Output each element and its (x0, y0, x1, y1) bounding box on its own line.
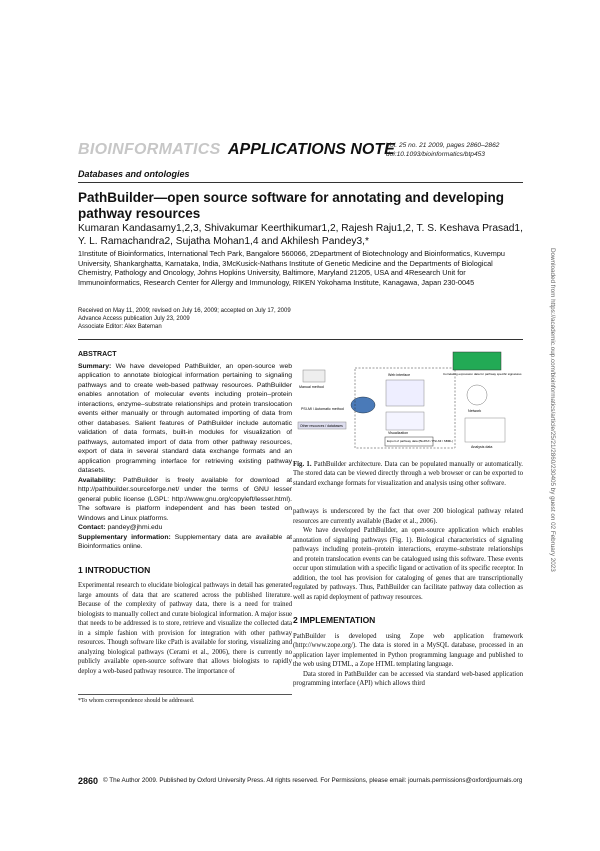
left-column (78, 350, 292, 676)
received-line: Received on May 11, 2009; revised on July 16, 2009; accepted on July 17, 2009 (78, 308, 291, 314)
advance-line: Advance Access publication July 23, 2009 (78, 316, 190, 322)
label-automatic: PSI-MI / Automatic method (301, 407, 344, 411)
right-column (293, 507, 523, 689)
label-network: Network (468, 409, 482, 413)
intro-heading: 1 INTRODUCTION (78, 564, 151, 575)
journal-brand: BIOINFORMATICS (78, 141, 221, 158)
volume-info (386, 141, 499, 159)
divider (78, 339, 523, 340)
figure-caption: Fig. 1. PathBuilder architecture. Data can be populated manually or automatically. The stored data can be viewed directly through a web browser or can be exported to standard exchange formats for visualization and analysis using other software. (293, 461, 524, 487)
intro-text: Experimental research to elucidate biological pathways in detail has generated large amounts of data that are scattered across the published literature. Because of the complexity of pathway data, there is a need for trained biologists to manually collect and curate biological information. A major issue that needs to be addressed is to store, retrieve and visualize the collected data in a simple fashion with provision for integration with other pathway resources. Though software like cPath is available for storing, visualizing and analyzing biological pathways (Cerami et al., 2006), there is currently no publicly available open-source software that allows biologists to rapidly deploy a web-based pathway resource. The importance of (78, 582, 292, 675)
figure-diagram (293, 350, 523, 455)
network-graph (467, 385, 487, 405)
label-analysis: Analysis data (471, 445, 493, 449)
impl-heading: 2 IMPLEMENTATION (293, 615, 376, 625)
affiliations: 1Institute of Bioinformatics, International Tech Park, Bangalore 560066, 2Department of Biotechnology and Bioinformatics, Kuvempu University, Shankarghatta, Karnataka, India, 3McKusick-Nathans Institute of Genetic Medicine and the Departments of Biological Chemistry, Pathology and Oncology, Johns Hopkins University, Baltimore, Maryland 21205, USA and 4Research Unit for Immunoinformatics, Research Center for Allergy and Immunology, RIKEN Yokohama Institute, Kanagawa, Japan 230-0045 (78, 249, 505, 287)
label-viz: Visualization (388, 431, 409, 435)
abstract-supplementary: Supplementary information: Supplementary data are available at Bioinformatics online. (78, 533, 292, 550)
label-expression: Correlating expression data for pathway specific signatures (443, 372, 522, 376)
para-2: We have developed PathBuilder, an open-source application which enables annotation of signaling pathways (Fig. 1). Biological characteristics of signaling pathways including protein–protein interactions, enzyme–substrate relationships and protein translocation events can be catalogued using this software. These events occur upon stimulation with a specific ligand or activation of its specific receptor. In addition, the tool has provision for cataloging of genes that are transcriptionally regulated by pathways. Thus, PathBuilder can facilitate pathway data collection as well as rapid deployment of pathway resources. (293, 527, 523, 601)
manual-box (303, 370, 325, 382)
label-other: Other resources / databases (300, 424, 343, 428)
editor-line: Associate Editor: Alex Bateman (78, 324, 162, 330)
label-web: Web interface (388, 373, 411, 377)
analysis-chart (465, 418, 505, 442)
heatmap-image (453, 352, 501, 370)
viz-screenshot (386, 412, 424, 430)
note-type: APPLICATIONS NOTE (228, 141, 395, 158)
para-1: pathways is underscored by the fact that over 200 biological pathway related resources are currently available (Bader et al., 2006). (293, 508, 523, 525)
para-3: PathBuilder is developed using Zope web application framework (http://www.zope.org/). The data is stored in a MySQL database, processed in an application layer implemented in Python programming language and published to the web using DTML, a Zope HTML templating language. (293, 632, 523, 668)
page-number: 2860 (78, 776, 99, 786)
abstract-contact: Contact: pandey@jhmi.edu (78, 524, 163, 531)
copyright: © The Author 2009. Published by Oxford University Press. All rights reserved. For Permissions, please email: journals.permissions@oxfordjournals.org (103, 777, 523, 784)
volume-line: Vol. 25 no. 21 2009, pages 2860–2862 (386, 142, 500, 149)
abstract-availability: Availability: PathBuilder is freely available for download at http://pathbuilder.sourceforge.net/ under the terms of GNU lesser general public license (LGPL: http://www.gnu.org/copyleft/lesser.html). The software is platform independent and has been tested on Windows and Linux platforms. (78, 476, 293, 522)
divider (78, 182, 523, 183)
footnote: *To whom correspondence should be addressed. (78, 694, 292, 704)
article-dates (78, 307, 523, 331)
abstract-heading: ABSTRACT (78, 351, 117, 358)
web-screenshot (386, 380, 424, 406)
label-export: Export of pathway data (BioPAX / PSI-MI / SBML) (387, 439, 453, 443)
para-4: Data stored in PathBuilder can be accessed via standard web-based application programming interface (API) which allows third (293, 670, 523, 687)
doi-line: doi:10.1093/bioinformatics/btp453 (386, 151, 485, 158)
database-icon (351, 397, 375, 413)
section-label: Databases and ontologies (78, 169, 190, 179)
abstract-summary: Summary: We have developed PathBuilder, an open-source web application to annotate biological information pertaining to signaling pathways and to create web-based pathway resources. PathBuilder enables annotation of molecular events including protein–protein interactions, enzyme–substrate relationships and protein translocation events either manually or through automated importing of data from other databases. Salient features of PathBuilder include automatic validation of data formats, built-in modules for visualization of pathways, automated import of data from other pathway resources, export of data in several standard data exchange formats and an application programming interface for retrieving existing pathway datasets. (78, 362, 293, 474)
paper-title: PathBuilder—open source software for annotating and developing pathway resources (78, 190, 505, 221)
label-manual: Manual method (299, 385, 324, 389)
side-watermark: Downloaded from https://academic.oup.com/bioinformatics/article/25/21/2860/230405 by guest on 02 February 2023 (549, 248, 556, 572)
authors: Kumaran Kandasamy1,2,3, Shivakumar Keerthikumar1,2, Rajesh Raju1,2, T. S. Keshava Prasad1, Y. L. Ramachandra2, Sujatha Mohan1,4 and Akhilesh Pandey3,* (78, 223, 523, 247)
architecture-figure (293, 350, 523, 455)
